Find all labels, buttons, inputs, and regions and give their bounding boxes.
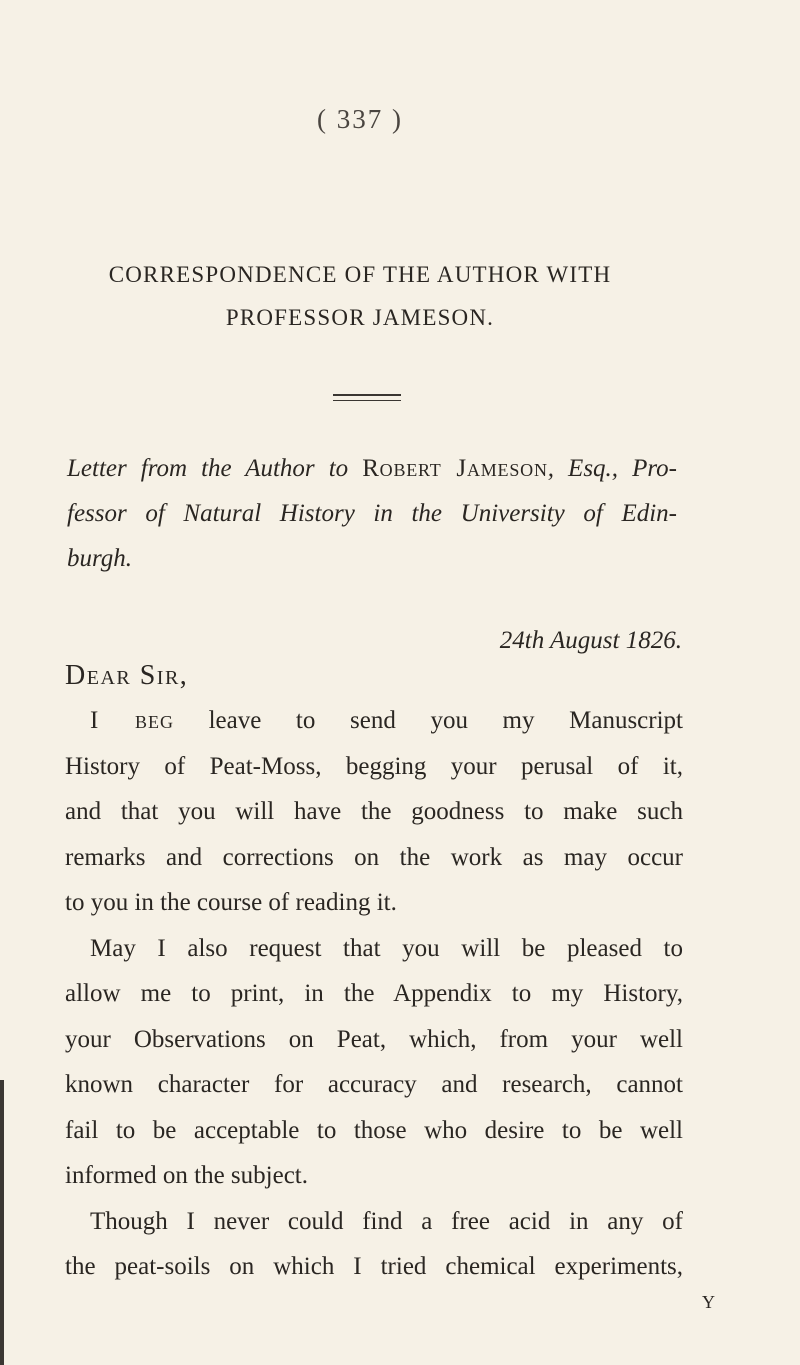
- paragraph-1-line-4: remarks and corrections on the work as may occur: [65, 843, 683, 871]
- paragraph-3-line-2: the peat-soils on which I tried chemical experiments,: [65, 1253, 683, 1280]
- title-rule-thick: [333, 394, 401, 396]
- title-rule-thin: [333, 400, 401, 401]
- salutation: Dear Sir,: [65, 660, 189, 691]
- binding-edge: [0, 1080, 4, 1365]
- paragraph-2-line-6: informed on the subject.: [65, 1162, 308, 1189]
- paragraph-1-line-5: to you in the course of reading it.: [65, 889, 397, 916]
- paragraph-2-line-3: your Observations on Peat, which, from your well: [65, 1025, 683, 1053]
- caption-line-1: Letter from the Author to Robert Jameson, Esq., Pro-: [67, 455, 677, 482]
- paragraph-2-line-5: fail to be acceptable to those who desire to be well: [65, 1116, 683, 1144]
- paragraph-1-line-2: History of Peat-Moss, begging your perusal of it,: [65, 752, 683, 780]
- letter-caption: [67, 446, 677, 581]
- caption-line-3: burgh.: [67, 545, 133, 572]
- paragraph-3-line-1: Though I never could find a free acid in any of: [90, 1207, 683, 1235]
- recipient-name: Robert Jameson: [362, 455, 548, 482]
- paragraph-2-line-1: May I also request that you will be pleased to: [90, 934, 683, 962]
- chapter-title-line-1: CORRESPONDENCE OF THE AUTHOR WITH: [108, 262, 612, 287]
- caption-line-2: fessor of Natural History in the University of Edin-: [67, 500, 677, 527]
- paragraph-1-line-3: and that you will have the goodness to make such: [65, 798, 683, 825]
- letter-body: [65, 698, 683, 1290]
- chapter-title-line-2: PROFESSOR JAMESON.: [225, 305, 495, 330]
- paragraph-2-line-2: allow me to print, in the Appendix to my History,: [65, 980, 683, 1007]
- lead-words: I beg: [90, 707, 174, 734]
- paragraph-2-line-4: known character for accuracy and research, cannot: [65, 1071, 683, 1098]
- letter-date: 24th August 1826.: [499, 627, 682, 654]
- paragraph-1-line-1: I beg leave to send you my Manuscript: [90, 707, 683, 734]
- page-number: ( 337 ): [317, 104, 403, 134]
- signature-mark: Y: [702, 1292, 715, 1312]
